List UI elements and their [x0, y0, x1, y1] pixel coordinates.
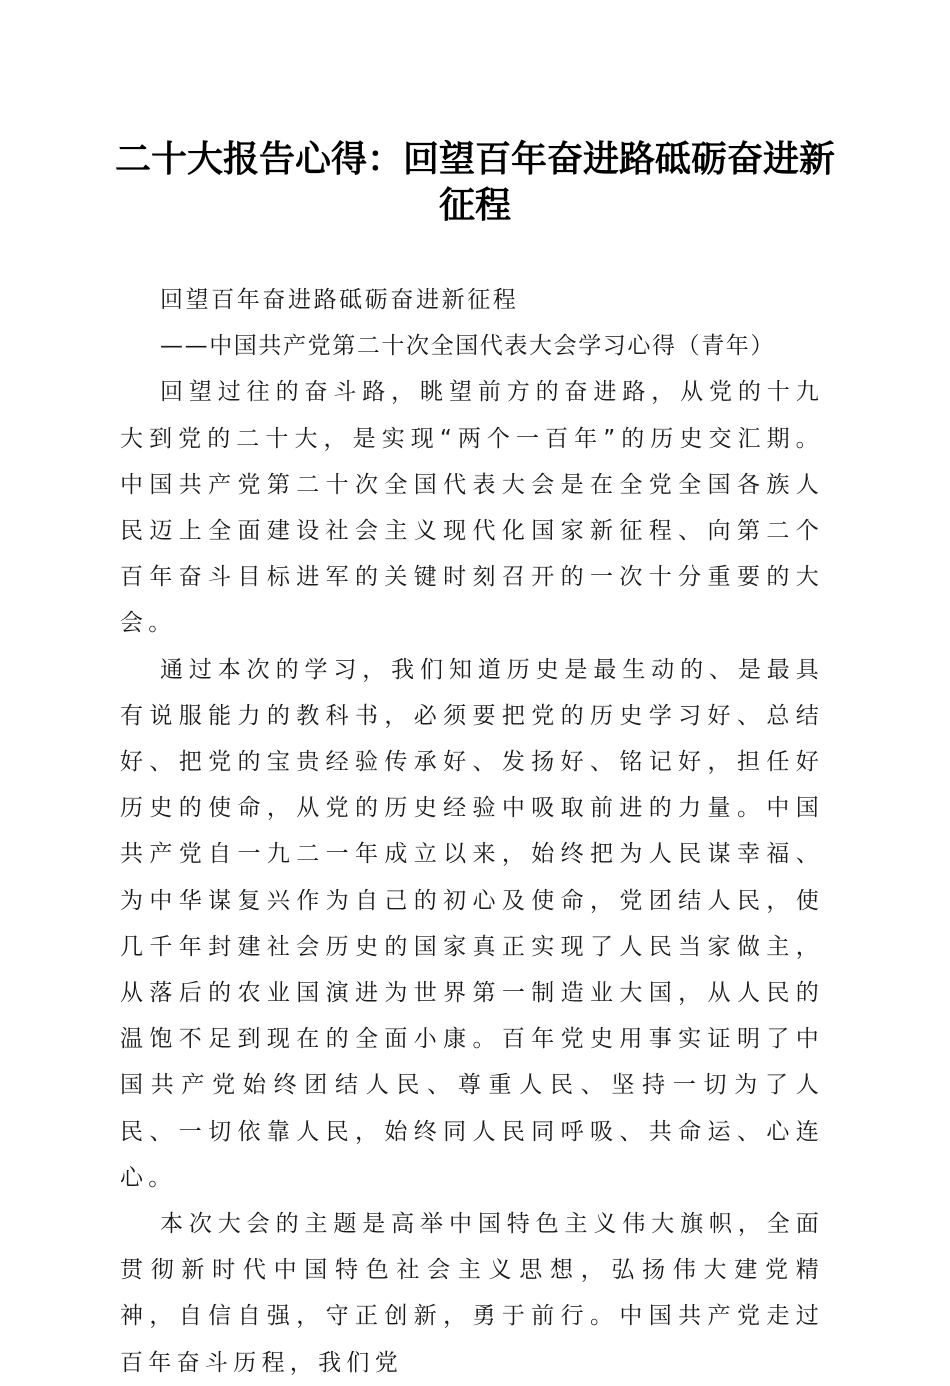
subtitle-line-dash: ——中国共产党第二十次全国代表大会学习心得（青年）	[160, 333, 775, 360]
paragraph: 回望过往的奋斗路，眺望前方的奋进路，从党的十九大到党的二十大，是实现“两个一百年”的历史交汇期。中国共产党第二十次全国代表大会是在全党全国各族人民迈上全面建设社会主义现代化国家新征程、向第二个百年奋斗目标进军的关键时刻召开的一次十分重要的大会。	[120, 379, 824, 637]
paragraph: 通过本次的学习，我们知道历史是最生动的、是最具有说服能力的教科书，必须要把党的历史学习好、总结好、把党的宝贵经验传承好、发扬好、铭记好，担任好历史的使命，从党的历史经验中吸取前进的力量。中国共产党自一九二一年成立以来，始终把为人民谋幸福、为中华谋复兴作为自己的初心及使命，党团结人民，使几千年封建社会历史的国家真正实现了人民当家做主，从落后的农业国演进为世界第一制造业大国，从人民的温饱不足到现在的全面小康。百年党史用事实证明了中国共产党始终团结人民、尊重人民、坚持一切为了人民、一切依靠人民，始终同人民同呼吸、共命运、心连心。	[120, 656, 824, 1191]
document-title: 二十大报告心得：回望百年奋进路砥砺奋进新征程	[114, 138, 835, 226]
document-body	[120, 277, 824, 1386]
paragraph: 本次大会的主题是高举中国特色主义伟大旗帜，全面贯彻新时代中国特色社会主义思想，弘扬伟大建党精神，自信自强，守正创新，勇于前行。中国共产党走过百年奋斗历程，我们党	[120, 1211, 824, 1376]
subtitle-line: 回望百年奋进路砥砺奋进新征程	[160, 287, 519, 313]
